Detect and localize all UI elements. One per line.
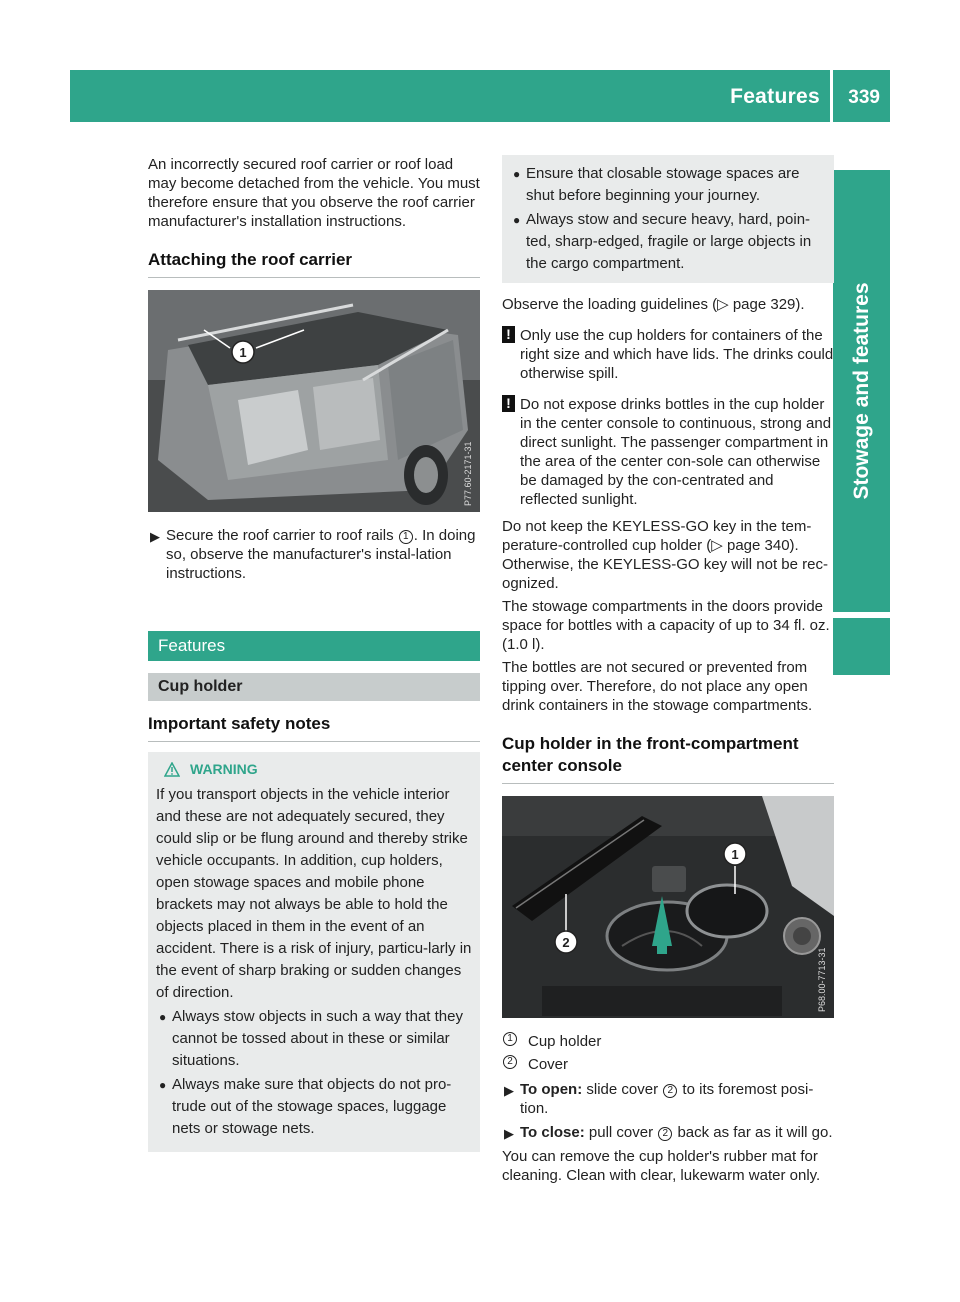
cup-console-heading: Cup holder in the front-compartment center console	[502, 733, 834, 784]
remove-mat-paragraph: You can remove the cup holder's rubber mat for cleaning. Clean with clear, lukewarm water only.	[502, 1148, 821, 1184]
attach-heading: Attaching the roof carrier	[148, 249, 480, 278]
keyless-paragraph: Do not keep the KEYLESS-GO key in the tem-perature-controlled cup holder (▷ page 340). Otherwise, the KEYLESS-GO key will not be rec-ognized.	[502, 518, 828, 592]
step-arrow-icon: ▶	[150, 529, 160, 544]
chapter-tab-marker	[833, 618, 890, 675]
safety-heading: Important safety notes	[148, 713, 480, 742]
cup-holder-figure	[502, 796, 834, 1018]
secure-step: ▶ Secure the roof carrier to roof rails 1 . In doing so, observe the manufacturer's instal-lation instructions.	[150, 527, 476, 582]
warning-bullet: ● Ensure that closable stowage spaces are shut before beginning your journey.	[513, 165, 800, 204]
header-section-title: Features	[730, 85, 820, 108]
warning-bullet: ● Always stow objects in such a way that they cannot be tossed about in these or similar situations.	[159, 1008, 463, 1069]
doors-paragraph: The stowage compartments in the doors provide space for bottles with a capacity of up to 34 fl. oz. (1.0 l).	[502, 598, 830, 653]
fig1-code: P77.60-2171-31	[463, 441, 473, 506]
legend-item: 2 Cover	[502, 1055, 834, 1074]
intro-paragraph: An incorrectly secured roof carrier or roof load may become detached from the vehicle. You must therefore ensure that you observe the roof carrier manufacturer's installation instructions.	[148, 156, 480, 230]
bullet-icon: ●	[159, 1010, 167, 1024]
features-section-bar: Features	[148, 631, 480, 661]
suv-roof-illustration	[148, 290, 480, 512]
warning-bullet: ● Always make sure that objects do not pro-trude out of the stowage spaces, luggage nets or stowage nets.	[159, 1076, 452, 1137]
bullet-icon: ●	[513, 213, 521, 227]
tipping-paragraph: The bottles are not secured or prevented from tipping over. Therefore, do not place any open drink containers in the stowage compartments.	[502, 659, 813, 714]
chapter-tab	[833, 170, 890, 612]
warning-box	[148, 752, 480, 1152]
header-divider	[830, 70, 833, 122]
fig2-callout-1: 1	[731, 847, 739, 862]
close-step: ▶ To close: pull cover 2 back as far as it will go.	[504, 1124, 833, 1141]
step-arrow-icon: ▶	[504, 1126, 514, 1141]
bullet-icon: ●	[513, 167, 521, 181]
notice-icon: !	[502, 326, 515, 343]
center-console-illustration	[502, 796, 834, 1018]
loading-guidelines: Observe the loading guidelines (▷ page 329).	[502, 296, 805, 313]
fig2-callout-2: 2	[562, 935, 570, 950]
legend-item: 1 Cup holder	[502, 1032, 834, 1051]
notice-cup-size: ! Only use the cup holders for containers of the right size and which have lids. The drinks could otherwise spill.	[502, 326, 834, 383]
warning-triangle-icon	[164, 762, 180, 777]
cup-holder-bar: Cup holder	[148, 673, 480, 701]
notice-icon: !	[502, 395, 515, 412]
callout-ref: 1	[399, 530, 413, 544]
notice-sunlight: ! Do not expose drinks bottles in the cup holder in the center console to continuous, strong and direct sunlight. The passenger compartment in the area of the center con-sole can otherwise be damaged by the con-centrated and reflected sunlight.	[502, 395, 834, 509]
continued-warning-box	[502, 155, 834, 283]
roof-carrier-figure	[148, 290, 480, 512]
bullet-icon: ●	[159, 1078, 167, 1092]
chapter-tab-label: Stowage and features	[849, 282, 873, 500]
step-arrow-icon: ▶	[504, 1083, 514, 1098]
right-column	[502, 155, 834, 1189]
warning-title: WARNING	[156, 760, 472, 778]
page-header	[70, 70, 890, 122]
fig1-callout: 1	[239, 345, 247, 360]
open-step: ▶ To open: slide cover 2 to its foremost posi-tion.	[504, 1081, 814, 1117]
warning-bullet: ● Always stow and secure heavy, hard, poin-ted, sharp-edged, fragile or large objects in the cargo compartment.	[513, 211, 812, 272]
page-number: 339	[848, 87, 880, 108]
warning-text: If you transport objects in the vehicle interior and these are not adequately secured, they could slip or be flung around and thereby strike vehicle occupants. In addition, cup holders, open stowage spaces and mobile phone brackets may not always be able to hold the objects placed in them in the event of an accident. There is a risk of injury, particu-larly in the event of sharp braking or sudden changes of direction.	[156, 786, 472, 1001]
fig2-code: P68.00-7713-31	[817, 947, 827, 1012]
left-column	[148, 155, 480, 1152]
